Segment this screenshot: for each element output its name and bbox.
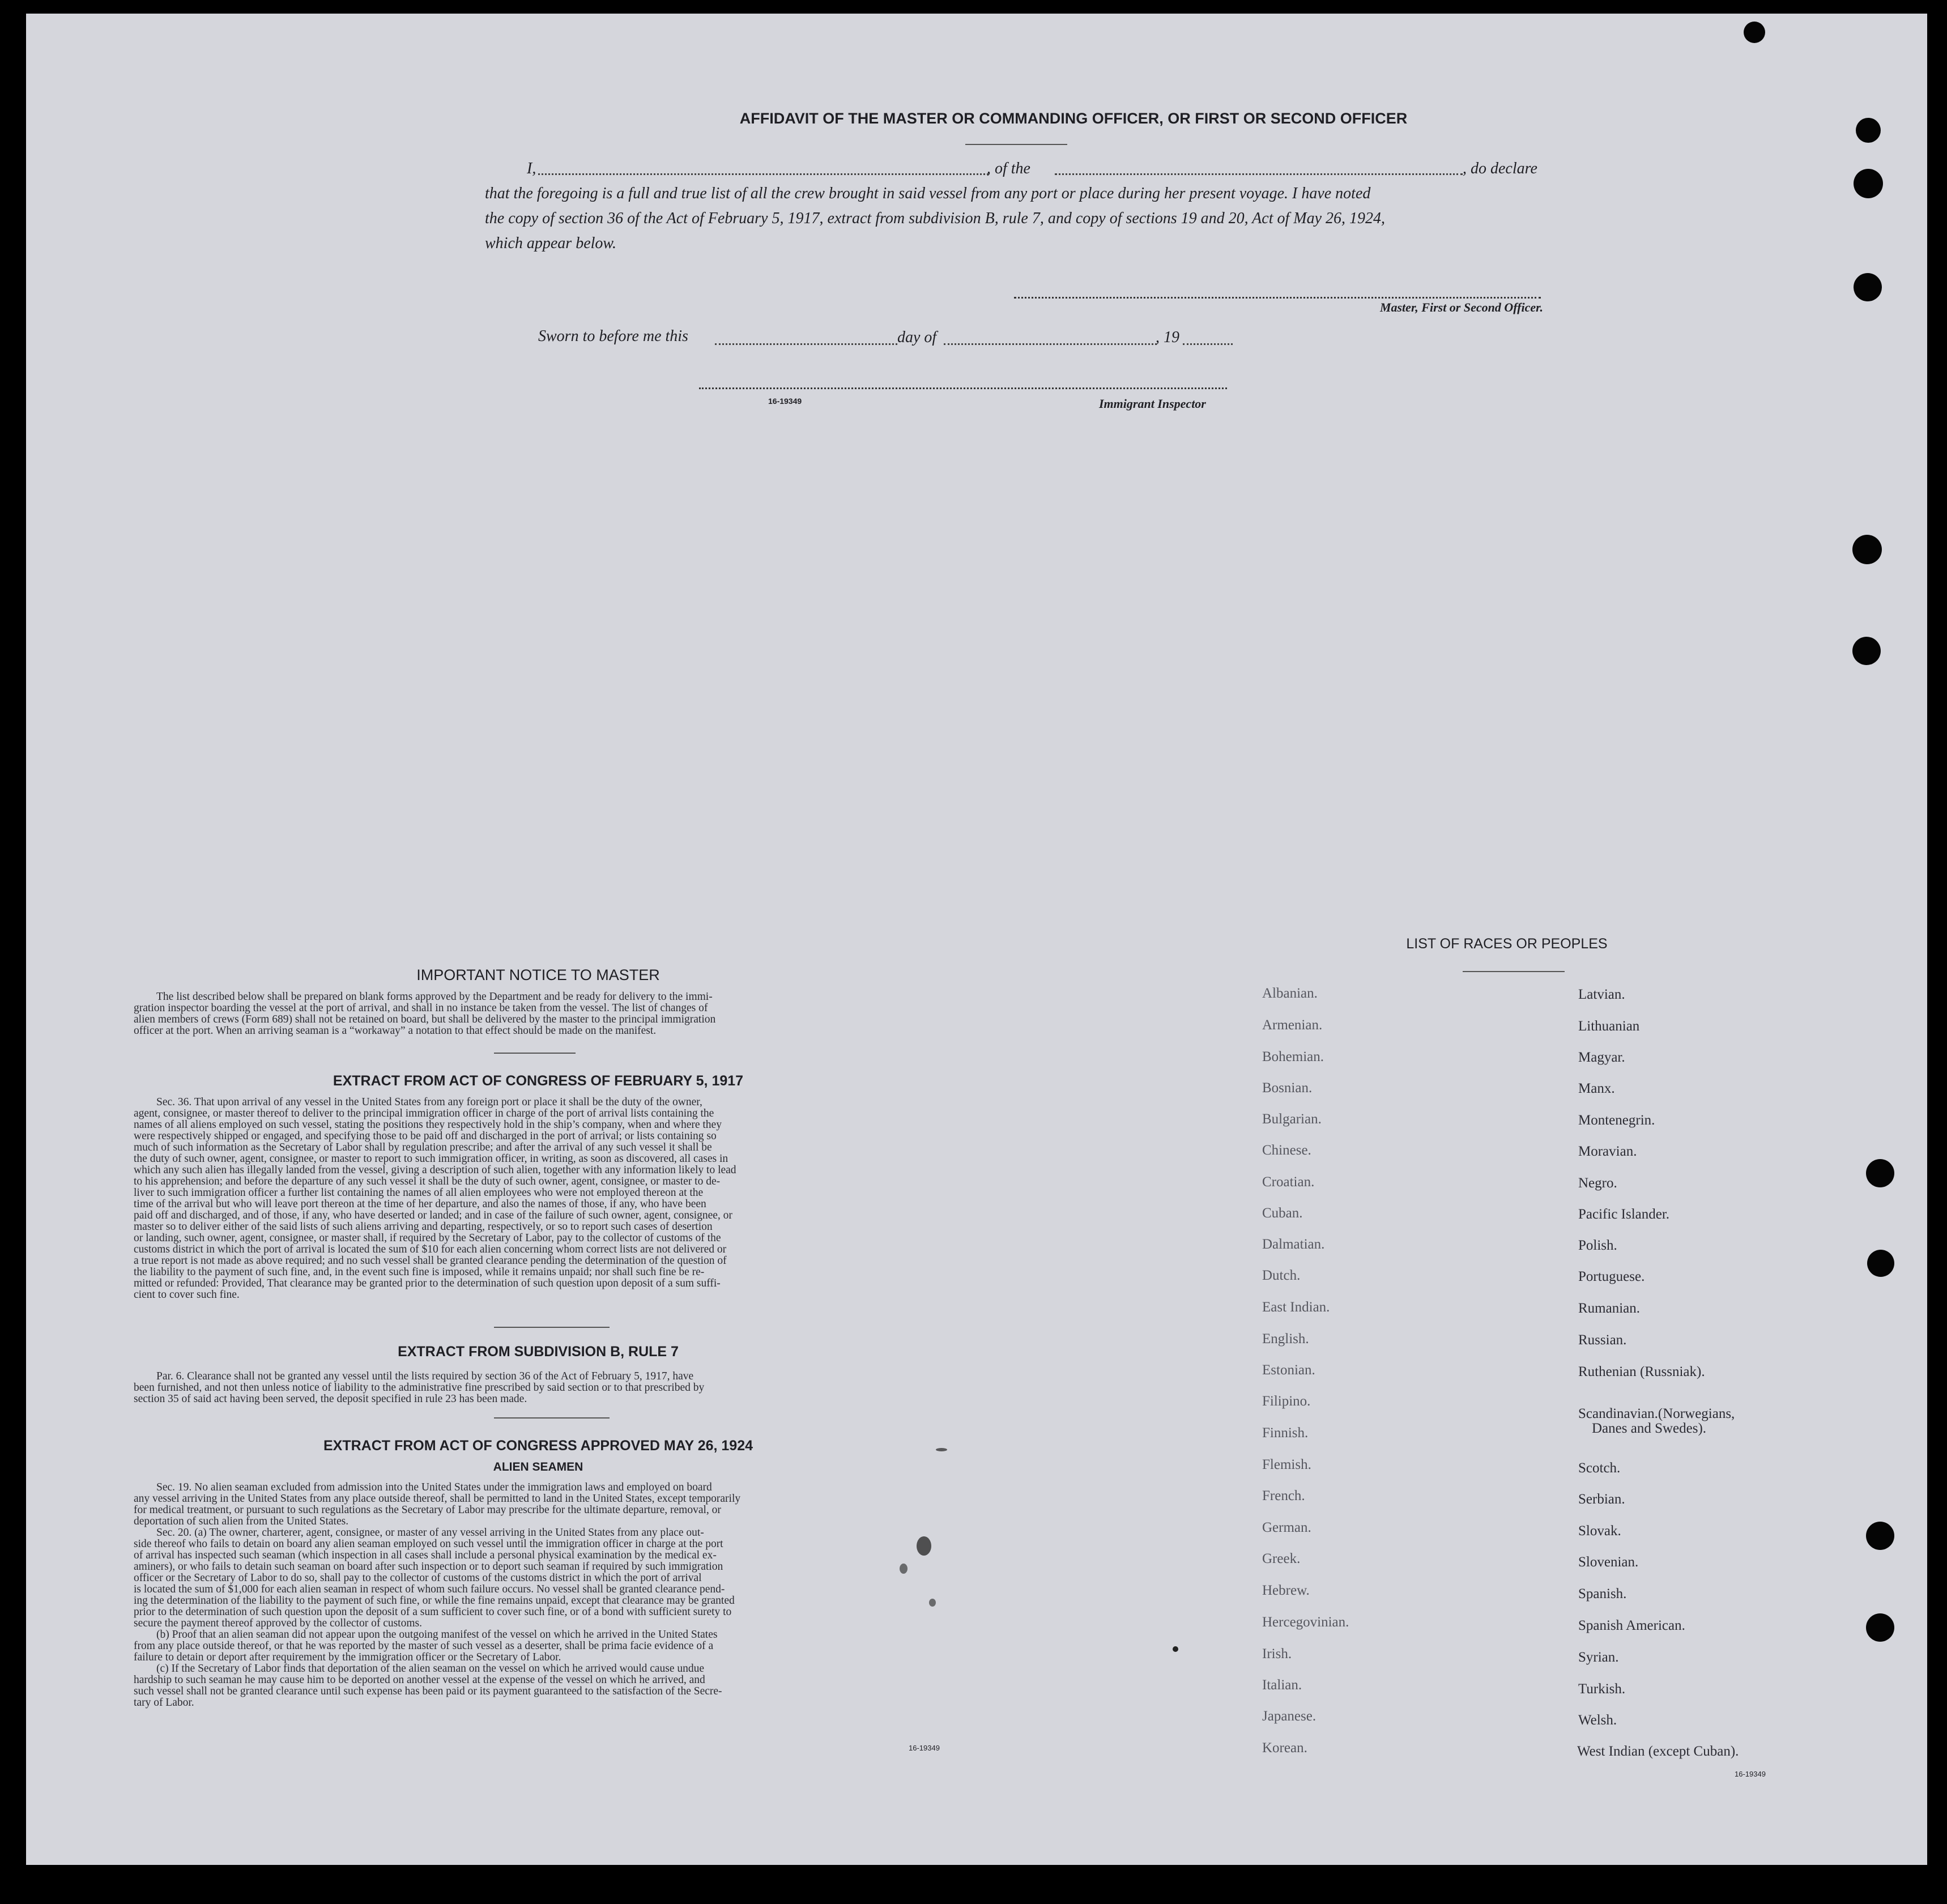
extract-1917-line: mitted or refunded: Provided, That clearance may be granted prior to the determination of such question upon deposit of a sum suffi- <box>134 1277 721 1289</box>
race-item: Croatian. <box>1262 1174 1315 1190</box>
of-the-label: , of the <box>987 160 1030 177</box>
extract-1924-line: for medical treatment, or pursuant to such regulations as the Secretary of Labor may prescribe for the ultimate departure, removal, or <box>134 1504 721 1516</box>
race-item: Finnish. <box>1262 1425 1309 1441</box>
extract-1924-line: ing the determination of the liability to the payment of such fine, or while the fine remains unpaid, except that clearance may be granted <box>134 1595 735 1607</box>
do-declare-label: , do declare <box>1463 160 1537 177</box>
extract-1924-line: prior to the determination of such question upon the deposit of a sum sufficient to cover such fine, or of a bond with sufficient surety to <box>134 1606 732 1618</box>
rule7-line: been furnished, and not then unless notice of liability to the administrative fine prescribed by said section or to that prescribed by <box>134 1382 705 1394</box>
extract-1924-line: side thereof who fails to detain on board any alien seaman employed on such vessel until the immigration officer in charge at the port <box>134 1538 723 1550</box>
race-item: Spanish American. <box>1578 1618 1685 1633</box>
name-field[interactable] <box>538 173 989 175</box>
race-item: Dalmatian. <box>1262 1237 1325 1252</box>
race-item: Flemish. <box>1262 1457 1311 1472</box>
race-item: Cuban. <box>1262 1206 1303 1221</box>
race-item: Estonian. <box>1262 1362 1315 1378</box>
race-item: Japanese. <box>1262 1709 1317 1724</box>
race-item: Filipino. <box>1262 1394 1311 1409</box>
extract-1917-line: paid off and discharged, and of those, if any, who have deserted or landed; and in case of the failure of such owner, agent, consignee, or <box>134 1209 732 1221</box>
extract-1924-line: Sec. 20. (a) The owner, charterer, agent, consignee, or master of any vessel arriving in the United States from any place out- <box>156 1527 704 1539</box>
title-rule <box>965 144 1067 145</box>
extract-1924-title: EXTRACT FROM ACT OF CONGRESS APPROVED MAY 26, 1924 <box>323 1438 753 1454</box>
extract-1924-line: is located the sum of $1,000 for each alien seaman in respect of whom such failure occurs. No vessel shall be granted clearance pend- <box>134 1583 725 1595</box>
inspector-caption: Immigrant Inspector <box>1099 397 1206 411</box>
affidavit-title: AFFIDAVIT OF THE MASTER OR COMMANDING OFFICER, OR FIRST OR SECOND OFFICER <box>739 110 1408 127</box>
race-item: Albanian. <box>1262 986 1318 1001</box>
extract-1917-line: customs district in which the port of arrival is located the sum of $10 for each alien concerning whom correct lists are not delivered or <box>134 1243 727 1255</box>
race-item: Danes and Swedes). <box>1592 1421 1707 1436</box>
extract-1924-line: of arrival has inspected such seaman (which inspection in all cases shall include a personal physical examination by the medical ex- <box>134 1549 717 1561</box>
extract-1924-line: any vessel arriving in the United States from any place outside thereof, shall be permitted to land in the United States, except temporarily <box>134 1493 741 1505</box>
sworn-label: Sworn to before me this <box>538 327 688 345</box>
notice-title: IMPORTANT NOTICE TO MASTER <box>416 966 660 983</box>
extract-1917-line: Sec. 36. That upon arrival of any vessel in the United States from any foreign port or place it shall be the duty of the owner, <box>156 1096 702 1108</box>
races-title: LIST OF RACES OR PEOPLES <box>1406 936 1608 952</box>
extract-1917-line: names of all aliens employed on such vessel, stating the positions they respectively hold in the ship’s company, when and where they <box>134 1119 722 1131</box>
statement-line-3: which appear below. <box>485 235 617 252</box>
extract-rule7-title: EXTRACT FROM SUBDIVISION B, RULE 7 <box>398 1344 679 1360</box>
master-signature-line[interactable] <box>1014 297 1541 299</box>
race-item: Chinese. <box>1262 1143 1311 1158</box>
sworn-year-field[interactable] <box>1183 343 1233 345</box>
extract-1917-line: were respectively shipped or engaged, and specifying those to be paid off and discharged in the port of arrival; or lists containing so <box>134 1130 717 1142</box>
punch-hole <box>1852 637 1881 665</box>
ink-smudge <box>929 1599 936 1607</box>
extract-1917-line: to his apprehension; and before the departure of any such vessel it shall be the duty of such owner, agent, consignee, or master to de- <box>134 1175 721 1187</box>
extract-1917-line: much of such information as the Secretary of Labor shall by regulation prescribe; and after the arrival of any such vessel it shall be <box>134 1141 712 1153</box>
extract-1924-line: hardship to such seaman he may cause him to be deported on another vessel at the expense of the vessel on which he arrived, and <box>134 1674 705 1686</box>
ink-smudge <box>900 1564 908 1574</box>
race-item: Greek. <box>1262 1551 1301 1566</box>
statement-line-1: that the foregoing is a full and true list of all the crew brought in said vessel from any port or place during her present voyage. I have noted <box>485 185 1371 202</box>
extract-1917-title: EXTRACT FROM ACT OF CONGRESS OF FEBRUARY 5, 1917 <box>333 1073 744 1089</box>
extract-1924-line: (b) Proof that an alien seaman did not appear upon the outgoing manifest of the vessel on which he arrived in the United States <box>156 1629 718 1641</box>
punch-hole <box>1866 1613 1894 1642</box>
race-item: Spanish. <box>1578 1586 1627 1601</box>
race-item: East Indian. <box>1262 1300 1330 1315</box>
punch-hole <box>1744 22 1765 43</box>
extract-1924-line: Sec. 19. No alien seaman excluded from admission into the United States under the immigration laws and employed on board <box>156 1481 712 1493</box>
ink-smudge <box>1173 1646 1178 1652</box>
section-rule <box>494 1327 610 1328</box>
race-item: Slovenian. <box>1578 1554 1639 1570</box>
ink-smudge <box>917 1536 931 1556</box>
extract-1917-line: a true report is not made as above required; and no such vessel shall be granted clearance pending the determination of the question of <box>134 1255 727 1267</box>
extract-1917-line: the liability to the payment of such fine, and, in the event such fine is imposed, while it remains unpaid; nor shall such fine be re- <box>134 1266 705 1278</box>
race-item: Dutch. <box>1262 1268 1301 1283</box>
race-item: Welsh. <box>1578 1713 1617 1728</box>
race-item: Bohemian. <box>1262 1049 1324 1064</box>
race-item: English. <box>1262 1331 1309 1347</box>
inspector-signature-line[interactable] <box>699 387 1227 389</box>
notice-line: alien members of crews (Form 689) shall not be retained on board, but shall be delivered by the master to the principal immigration <box>134 1013 716 1025</box>
race-item: Negro. <box>1578 1175 1617 1191</box>
race-item: Montenegrin. <box>1578 1113 1655 1128</box>
races-form-number: 16-19349 <box>1735 1770 1766 1778</box>
extract-1917-line: which any such alien has illegally landed from the vessel, giving a description of such alien, together with any information likely to lead <box>134 1164 736 1176</box>
extract-1924-line: failure to detain or deport after requirement by the immigration officer or the Secretary of Labor. <box>134 1651 561 1663</box>
extract-1924-line: tary of Labor. <box>134 1697 194 1709</box>
year-label: , 19 <box>1156 329 1179 346</box>
alien-seamen-subtitle: ALIEN SEAMEN <box>493 1460 583 1473</box>
race-item: Turkish. <box>1578 1681 1626 1697</box>
race-item: Syrian. <box>1578 1650 1619 1665</box>
race-item: Italian. <box>1262 1677 1302 1693</box>
affidavit-form-number: 16-19349 <box>768 397 802 406</box>
race-item: Korean. <box>1262 1740 1307 1756</box>
race-item: German. <box>1262 1520 1311 1535</box>
notice-line: gration inspector boarding the vessel at the port of arrival, and shall in no instance be taken from the vessel. The list of changes of <box>134 1002 708 1014</box>
statement-line-2: the copy of section 36 of the Act of February 5, 1917, extract from subdivision B, rule 7, and copy of sections 19 and 20, Act of May 26, 1924, <box>485 210 1386 227</box>
vessel-field[interactable] <box>1055 173 1463 175</box>
punch-hole <box>1852 535 1882 564</box>
race-item: Manx. <box>1578 1081 1615 1096</box>
extract-1924-line: deportation of such alien from the United States. <box>134 1515 349 1527</box>
race-item: Pacific Islander. <box>1578 1207 1670 1222</box>
race-item: Hercegovinian. <box>1262 1615 1349 1630</box>
race-item: Lithuanian <box>1578 1019 1640 1034</box>
race-item: Polish. <box>1578 1238 1617 1253</box>
race-item: Irish. <box>1262 1646 1292 1662</box>
race-item: West Indian (except Cuban). <box>1577 1744 1739 1759</box>
extract-1917-line: cient to cover such fine. <box>134 1289 240 1301</box>
races-title-rule <box>1463 971 1565 972</box>
race-item: Bosnian. <box>1262 1080 1313 1096</box>
race-item: French. <box>1262 1488 1305 1503</box>
extract-1924-line: officer or the Secretary of Labor to do so, shall pay to the collector of customs of the customs district in which the port of arrival <box>134 1572 702 1584</box>
race-item: Magyar. <box>1578 1050 1625 1065</box>
extract-rule7-body <box>134 1371 946 1405</box>
day-of-label: day of <box>897 329 937 346</box>
punch-hole <box>1866 1522 1894 1550</box>
race-item: Moravian. <box>1578 1144 1637 1159</box>
extract-1917-line: or landing, such owner, agent, consignee, or master shall, if required by the Secretary of Labor, pay to the collector of customs of the <box>134 1232 721 1244</box>
race-item: Armenian. <box>1262 1017 1323 1033</box>
notice-line: officer at the port. When an arriving seaman is a “workaway” a notation to that effect should be made on the manifest. <box>134 1025 657 1037</box>
race-item: Portuguese. <box>1578 1269 1645 1284</box>
extract-1917-line: liver to such immigration officer a further list containing the names of all alien employees who were not employed thereon at the <box>134 1187 704 1199</box>
punch-hole <box>1856 118 1881 143</box>
rule7-line: section 35 of said act having been served, the deposit specified in rule 23 has been made. <box>134 1393 527 1405</box>
sworn-day-field[interactable] <box>715 343 897 345</box>
notice-body <box>134 991 946 1037</box>
race-item: Scandinavian.(Norwegians, <box>1578 1406 1735 1421</box>
punch-hole <box>1866 1159 1894 1187</box>
race-item: Hebrew. <box>1262 1583 1310 1598</box>
race-item: Serbian. <box>1578 1492 1625 1507</box>
i-label: I, <box>527 160 536 177</box>
extract-1917-line: the duty of such owner, agent, consignee, or master to report to such immigration officer, in writing, as soon as discovered, all cases in <box>134 1153 728 1165</box>
extract-1917-line: time of the arrival but who will leave port thereon at the time of her departure, and also the names of those, if any, who have been <box>134 1198 706 1210</box>
punch-hole <box>1854 169 1883 198</box>
extract-1924-line: aminers), or who fails to detain such seaman on board after such inspection or to deport such seaman if required by such immigration <box>134 1561 723 1573</box>
notice-line: The list described below shall be prepared on blank forms approved by the Department and be ready for delivery to the immi- <box>156 991 713 1003</box>
race-item: Ruthenian (Russniak). <box>1578 1364 1705 1379</box>
extract-1917-line: agent, consignee, or master thereof to deliver to the principal immigration officer in charge of the port of arrival lists containing the <box>134 1108 714 1119</box>
ink-smudge <box>936 1448 947 1451</box>
punch-hole <box>1867 1250 1894 1277</box>
punch-hole <box>1854 273 1882 301</box>
sworn-month-field[interactable] <box>944 343 1157 345</box>
extract-1924-body <box>134 1482 946 1709</box>
race-item: Latvian. <box>1578 987 1625 1002</box>
signature-caption: Master, First or Second Officer. <box>1379 300 1543 314</box>
section-rule <box>494 1417 610 1419</box>
extract-1917-body <box>134 1097 946 1301</box>
race-item: Slovak. <box>1578 1523 1621 1539</box>
extract-form-number: 16-19349 <box>909 1744 940 1752</box>
race-item: Scotch. <box>1578 1460 1621 1476</box>
extract-1924-line: such vessel shall not be granted clearance until such expense has been paid or its payment guaranteed to the satisfaction of the Secre- <box>134 1685 722 1697</box>
section-rule <box>494 1053 576 1054</box>
race-item: Bulgarian. <box>1262 1111 1322 1127</box>
extract-1924-line: (c) If the Secretary of Labor finds that deportation of the alien seaman on the vessel on which he arrived would cause undue <box>156 1663 705 1675</box>
race-item: Russian. <box>1578 1332 1627 1348</box>
extract-1917-line: master so to deliver either of the said lists of such aliens arriving and departing, respectively, or so to report such cases of desertion <box>134 1221 713 1233</box>
rule7-line: Par. 6. Clearance shall not be granted any vessel until the lists required by section 36 of the Act of February 5, 1917, have <box>156 1370 694 1382</box>
race-item: Rumanian. <box>1578 1301 1641 1316</box>
extract-1924-line: secure the payment thereof approved by the collector of customs. <box>134 1617 422 1629</box>
extract-1924-line: from any place outside thereof, or that he was reported by the master of such vessel as a deserter, shall be prima facie evidence of a <box>134 1640 714 1652</box>
